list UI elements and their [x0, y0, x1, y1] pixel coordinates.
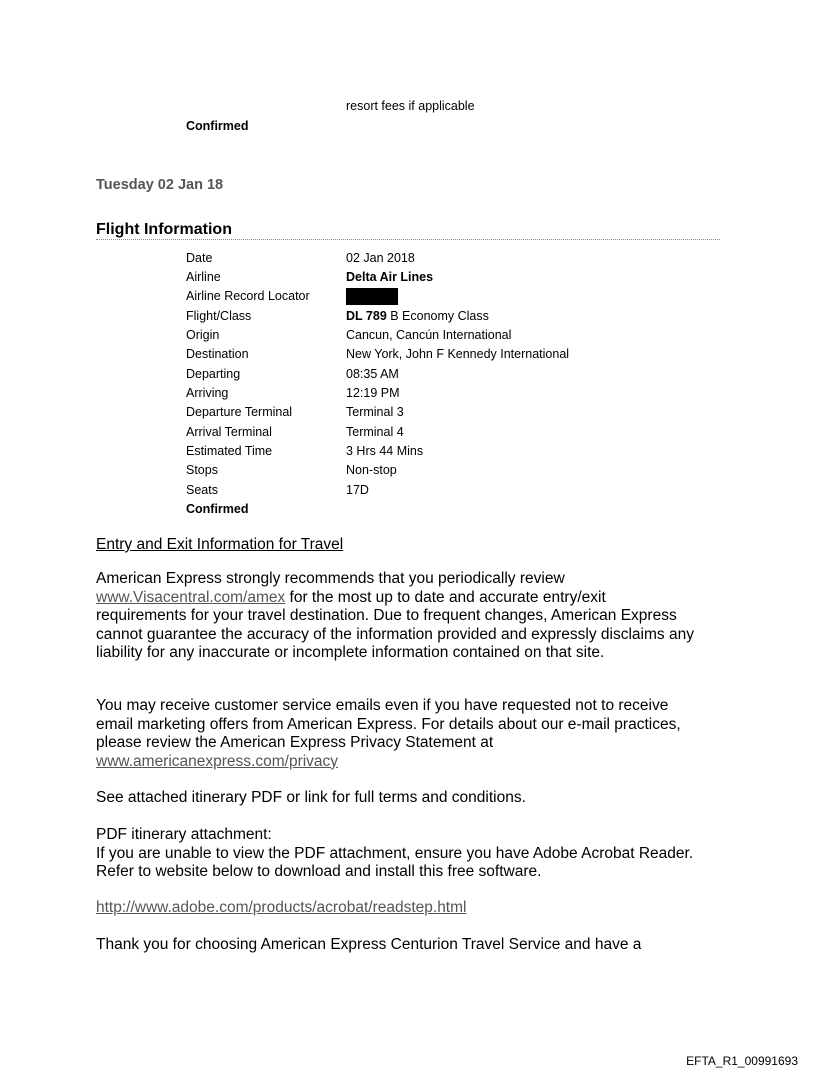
- entry-exit-heading: Entry and Exit Information for Travel: [96, 536, 344, 553]
- document-id: EFTA_R1_00991693: [686, 1054, 798, 1068]
- row-value: New York, John F Kennedy International: [346, 347, 570, 361]
- row-destination: [186, 345, 726, 364]
- adobe-link-paragraph: [96, 899, 736, 918]
- row-value: Terminal 3: [346, 405, 404, 419]
- entry-exit-text-4: cannot guarantee the accuracy of the information provided and expressly disclaims any: [96, 625, 694, 643]
- row-value: Non-stop: [346, 463, 397, 477]
- section-divider: [96, 239, 720, 240]
- entry-exit-text-1: American Express strongly recommends that you periodically review: [96, 570, 565, 587]
- pdf-line-1: PDF itinerary attachment:: [96, 826, 272, 843]
- row-estimated-time: [186, 442, 726, 461]
- adobe-reader-link[interactable]: http://www.adobe.com/products/acrobat/readstep.html: [96, 899, 467, 916]
- flight-class: B Economy Class: [386, 309, 489, 323]
- row-label: Destination: [186, 347, 249, 361]
- row-value: 3 Hrs 44 Mins: [346, 444, 424, 458]
- row-value: 08:35 AM: [346, 367, 399, 381]
- flight-number: DL 789: [346, 309, 387, 323]
- pdf-line-2: If you are unable to view the PDF attachment, ensure you have Adobe Acrobat Reader.: [96, 844, 694, 862]
- row-value: 12:19 PM: [346, 386, 400, 400]
- pdf-line-3: Refer to website below to download and install this free software.: [96, 863, 542, 880]
- privacy-link[interactable]: www.americanexpress.com/privacy: [96, 752, 339, 770]
- email-notice-line-3: please review the American Express Privacy Statement at: [96, 734, 494, 751]
- row-label: Stops: [186, 463, 218, 477]
- redaction-box: [346, 288, 398, 305]
- row-arriving: [186, 384, 726, 403]
- row-value: [346, 307, 489, 326]
- row-value: Delta Air Lines: [346, 270, 434, 284]
- row-value: Cancun, Cancún International: [346, 328, 512, 342]
- row-value: Terminal 4: [346, 425, 404, 439]
- hotel-status: Confirmed: [186, 119, 249, 133]
- row-arrival-terminal: [186, 423, 726, 442]
- row-label: Airline: [186, 270, 221, 284]
- row-label: Departure Terminal: [186, 405, 293, 419]
- visacentral-link[interactable]: www.Visacentral.com/amex: [96, 588, 286, 606]
- row-record-locator: [186, 287, 726, 306]
- email-notice-line-1: You may receive customer service emails even if you have requested not to receive: [96, 697, 669, 714]
- row-value: 17D: [346, 483, 369, 497]
- row-airline: [186, 268, 726, 287]
- terms-paragraph: See attached itinerary PDF or link for full terms and conditions.: [96, 789, 526, 806]
- row-label: Flight/Class: [186, 309, 252, 323]
- row-label: Origin: [186, 328, 220, 342]
- row-departing: [186, 365, 726, 384]
- flight-info-heading: Flight Information: [96, 221, 232, 238]
- row-value: 02 Jan 2018: [346, 251, 415, 265]
- entry-exit-text-5: liability for any inaccurate or incomplete information contained on that site.: [96, 644, 605, 661]
- row-label: Estimated Time: [186, 444, 273, 458]
- entry-exit-text-3: requirements for your travel destination. Due to frequent changes, American Express: [96, 607, 677, 624]
- row-label: Seats: [186, 483, 218, 497]
- row-label: Arrival Terminal: [186, 425, 272, 439]
- thanks-paragraph: Thank you for choosing American Express Centurion Travel Service and have a: [96, 936, 642, 953]
- row-label: Airline Record Locator: [186, 289, 310, 303]
- row-departure-terminal: [186, 403, 726, 422]
- row-label: Arriving: [186, 386, 229, 400]
- flight-status-label: Confirmed: [186, 502, 249, 516]
- row-origin: [186, 326, 726, 345]
- row-label: Date: [186, 251, 213, 265]
- day-heading: Tuesday 02 Jan 18: [96, 177, 224, 193]
- email-notice-line-2: email marketing offers from American Express. For details about our e-mail practices,: [96, 715, 681, 733]
- row-stops: [186, 461, 726, 480]
- email-notice-paragraph: [96, 697, 736, 771]
- row-label: Departing: [186, 367, 241, 381]
- resort-fees-note: resort fees if applicable: [346, 99, 475, 113]
- row-value: [346, 287, 398, 306]
- row-date: [186, 249, 726, 268]
- flight-status: [186, 500, 726, 519]
- row-seats: [186, 481, 726, 500]
- pdf-paragraph: [96, 826, 736, 882]
- row-flight-class: [186, 307, 726, 326]
- entry-exit-text-2: for the most up to date and accurate entry/exit: [285, 588, 606, 606]
- entry-exit-paragraph: [96, 570, 736, 663]
